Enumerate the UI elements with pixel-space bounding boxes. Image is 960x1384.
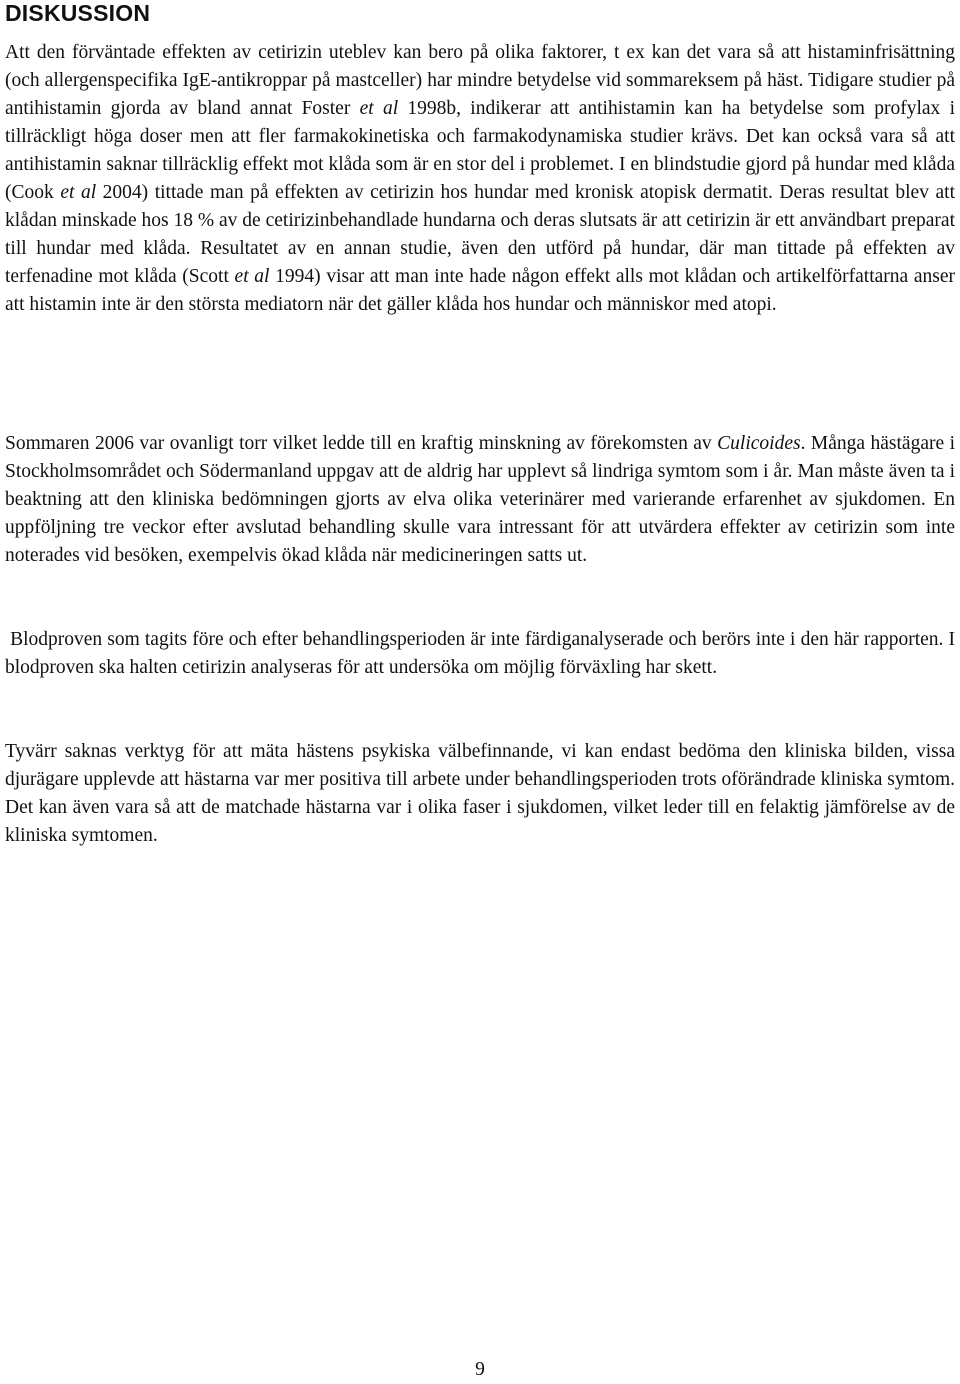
document-page <box>5 0 960 846</box>
paragraph-1-italic-2: et al <box>60 182 97 203</box>
paragraph-2-text-2: . Många hästägare i Stockholmsområdet och Södermanland uppgav att de aldrig har upplevt så lindriga symtom som i år. Man måste även ta i beaktning att den kliniska bedömningen gjorts av elva olika veterinärer med varierande erfarenhet av sjukdomen. En uppföljning tre veckor efter avslutad behandling skulle vara intressant för att utvärdera effekter av cetirizin som inte noterades vid besöken, exempelvis ökad klåda när medicineringen satts ut. <box>5 433 956 566</box>
paragraph-1 <box>5 39 955 319</box>
paragraph-1-italic-1: et al <box>359 98 399 119</box>
section-heading: DISKUSSION <box>5 0 151 26</box>
paragraph-2 <box>5 430 955 570</box>
paragraph-2-text-1: Sommaren 2006 var ovanligt torr vilket ledde till en kraftig minskning av förekomsten av <box>5 433 718 454</box>
paragraph-1-italic-3: et al <box>234 266 270 287</box>
paragraph-1-text-3: 2004) tittade man på effekten av cetirizin hos hundar med kronisk atopisk dermatit. Deras resultat blev att klådan minskade hos 18 % av de cetirizinbehandlade hundarna och deras slutsats är att cetirizin är ett användbart preparat till hundar med klåda. Resultatet av en annan studie, även den utförd på hundar, där man tittade på effekten av terfenadine mot klåda (Scott <box>5 182 955 287</box>
paragraph-3 <box>5 626 960 682</box>
paragraph-4-text-1: Tyvärr saknas verktyg för att mäta hästens psykiska välbefinnande, vi kan endast bedöma den kliniska bilden, vissa djurägare upplevde att hästarna var mer positiva till arbete under behandlingsperioden trots oförändrade kliniska symtom. Det kan även vara så att de matchade hästarna var i olika faser i sjukdomen, vilket leder till en felaktig jämförelse av de kliniska symtomen. <box>5 741 955 846</box>
paragraph-3-text-1: Blodproven som tagits före och efter behandlingsperioden är inte färdiganalyserade och berörs inte i den här rapporten. I blodproven ska halten cetirizin analyseras för att undersöka om möjlig förväxling har skett. <box>5 629 960 678</box>
paragraph-1-text-1: Att den förväntade effekten av cetirizin uteblev kan bero på olika faktorer, t ex kan det vara så att histaminfrisättning (och allergenspecifika IgE-antikroppar på mastceller) har mindre betydelse vid sommareksem på häst. Tidigare studier på antihistamin gjorda av bland annat Foster <box>5 42 955 119</box>
paragraph-4 <box>5 738 955 850</box>
paragraph-1-text-2: 1998b, indikerar att antihistamin kan ha betydelse som profylax i tillräckligt höga doser men att fler farmakokinetiska och farmakodynamiska studier krävs. Det kan också vara så att antihistamin saknar tillräcklig effekt mot klåda som är en stor del i problemet. I en blindstudie gjord på hundar med klåda (Cook <box>5 98 955 203</box>
paragraph-2-italic-1: Culicoides <box>717 433 801 454</box>
page-number: 9 <box>475 1359 485 1380</box>
paragraph-1-text-4: 1994) visar att man inte hade någon effekt alls mot klådan och artikelförfattarna anser att histamin inte är den största mediatorn när det gäller klåda hos hundar och människor med atopi. <box>5 266 955 315</box>
